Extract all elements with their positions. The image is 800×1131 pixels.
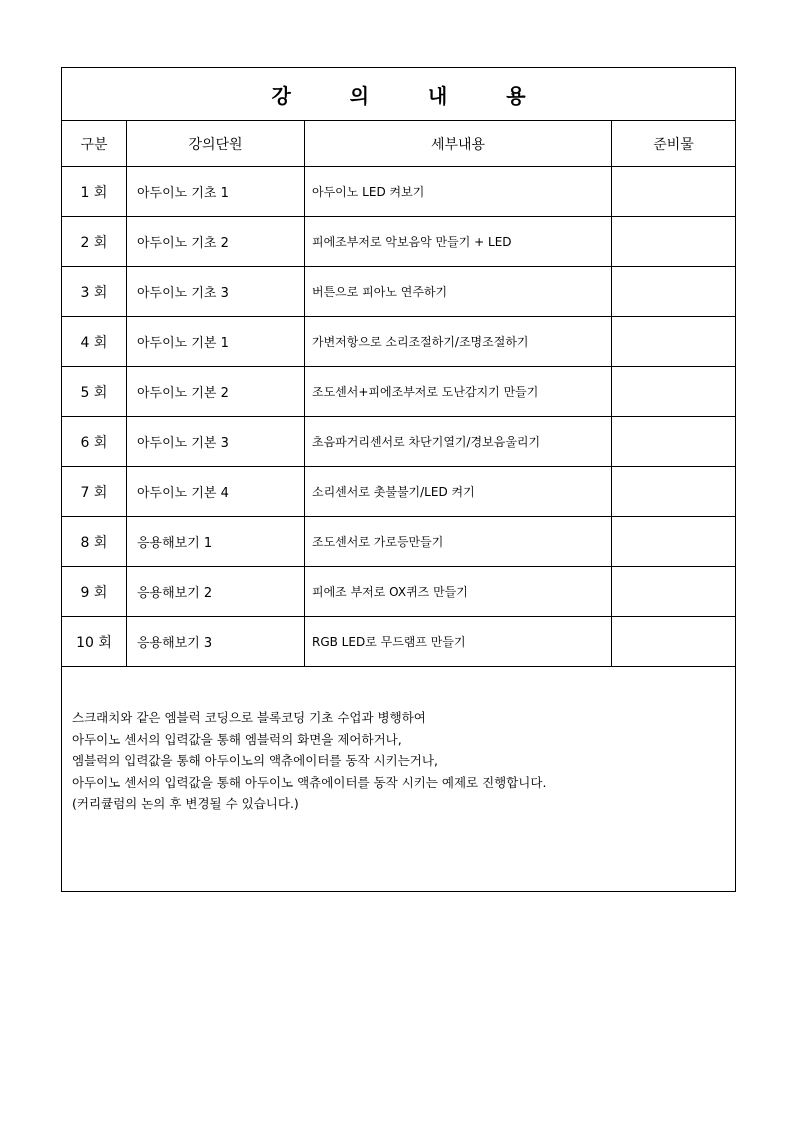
table-row	[62, 317, 736, 367]
session-detail: 초음파거리센서로 차단기열기/경보음울리기	[305, 417, 612, 467]
note-line: 스크래치와 같은 엠블럭 코딩으로 블록코딩 기초 수업과 병행하여	[72, 710, 426, 725]
session-detail: 아두이노 LED 켜보기	[305, 167, 612, 217]
note-line: 아두이노 센서의 입력값을 통해 아두이노 액츄에이터를 동작 시키는 예제로 진행합니다.	[72, 774, 547, 790]
session-detail: RGB LED로 무드램프 만들기	[305, 617, 612, 667]
session-unit: 아두이노 기초 2	[127, 217, 305, 267]
table-row	[62, 617, 736, 667]
header-row	[62, 121, 736, 167]
session-number: 6 회	[62, 417, 127, 467]
session-number: 10 회	[62, 617, 127, 667]
session-number: 7 회	[62, 467, 127, 517]
session-number: 9 회	[62, 567, 127, 617]
table-row	[62, 367, 736, 417]
session-prep	[612, 417, 736, 467]
session-detail: 조도센서로 가로등만들기	[305, 517, 612, 567]
header-prep: 준비물	[612, 121, 736, 167]
note-line: 아두이노 센서의 입력값을 통해 엠블럭의 화면을 제어하거나,	[72, 731, 402, 747]
session-number: 4 회	[62, 317, 127, 367]
session-unit: 아두이노 기본 1	[127, 317, 305, 367]
table-title: 강 의 내 용	[62, 68, 736, 121]
session-number: 1 회	[62, 167, 127, 217]
table-row	[62, 167, 736, 217]
session-detail: 피에조 부저로 OX퀴즈 만들기	[305, 567, 612, 617]
header-detail: 세부내용	[305, 121, 612, 167]
table-row	[62, 467, 736, 517]
session-prep	[612, 317, 736, 367]
session-number: 3 회	[62, 267, 127, 317]
session-prep	[612, 367, 736, 417]
session-prep	[612, 167, 736, 217]
notes-box	[62, 667, 736, 892]
header-number: 구분	[62, 121, 127, 167]
curriculum-table	[61, 67, 736, 892]
session-prep	[612, 267, 736, 317]
session-detail: 소리센서로 촛불불기/LED 켜기	[305, 467, 612, 517]
session-number: 8 회	[62, 517, 127, 567]
session-unit: 아두이노 기초 1	[127, 167, 305, 217]
table-row	[62, 417, 736, 467]
session-number: 5 회	[62, 367, 127, 417]
session-prep	[612, 217, 736, 267]
session-unit: 아두이노 기초 3	[127, 267, 305, 317]
note-line: 엠블럭의 입력값을 통해 아두이노의 액츄에이터를 동작 시키는거나,	[72, 753, 438, 768]
table-row	[62, 517, 736, 567]
session-unit: 응용해보기 2	[127, 567, 305, 617]
note-line: (커리큘럼의 논의 후 변경될 수 있습니다.)	[72, 796, 299, 811]
session-unit: 응용해보기 1	[127, 517, 305, 567]
session-unit: 아두이노 기본 4	[127, 467, 305, 517]
table-row	[62, 567, 736, 617]
title-row	[62, 68, 736, 121]
session-prep	[612, 617, 736, 667]
session-detail: 피에조부저로 악보음악 만들기 + LED	[305, 217, 612, 267]
session-detail: 조도센서+피에조부저로 도난감지기 만들기	[305, 367, 612, 417]
session-detail: 버튼으로 피아노 연주하기	[305, 267, 612, 317]
session-prep	[612, 567, 736, 617]
session-unit: 아두이노 기본 2	[127, 367, 305, 417]
session-unit: 응용해보기 3	[127, 617, 305, 667]
session-prep	[612, 467, 736, 517]
table-row	[62, 217, 736, 267]
session-unit: 아두이노 기본 3	[127, 417, 305, 467]
header-unit: 강의단원	[127, 121, 305, 167]
session-number: 2 회	[62, 217, 127, 267]
table-row	[62, 267, 736, 317]
session-prep	[612, 517, 736, 567]
notes-row	[62, 667, 736, 892]
session-detail: 가변저항으로 소리조절하기/조명조절하기	[305, 317, 612, 367]
